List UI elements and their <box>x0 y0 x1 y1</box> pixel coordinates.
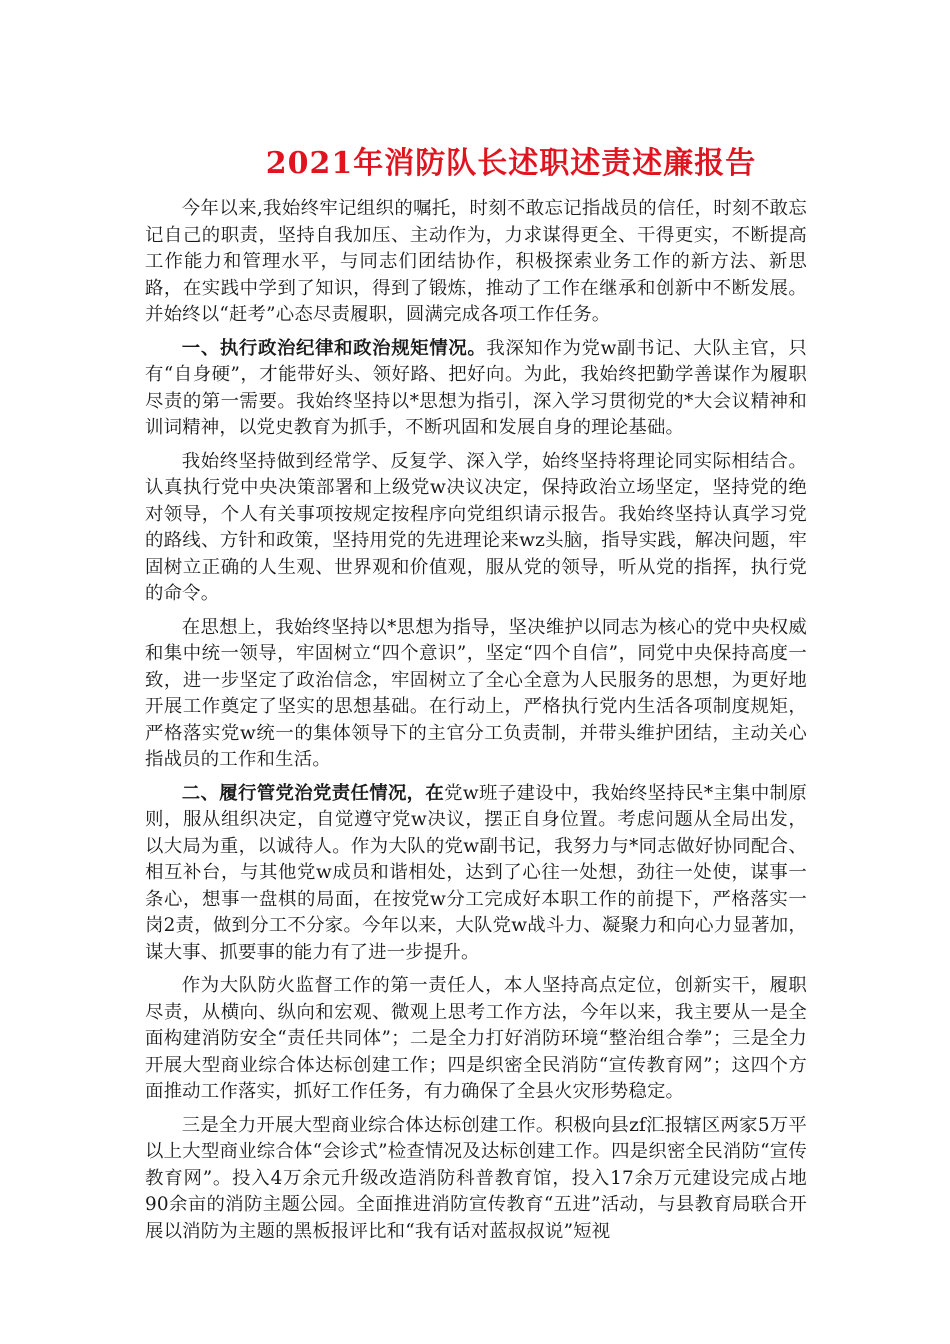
paragraph-text: 我深知作为党w副书记、大队主官，只有“自身硬”，才能带好头、领好路、把好向。为此，我始终把勤学善谋作为履职尽责的第一需要。我始终坚持以*思想为指引，深入学习贯彻党的*大会议精神和训词精神，以党史教育为抓手，不断巩固和发展自身的理论基础。 <box>145 337 807 438</box>
paragraph-text: 党w班子建设中，我始终坚持民*主集中制原则，服从组织决定，自觉遵守党w决议，摆正自身位置。考虑问题从全局出发，以大局为重，以诚待人。作为大队的党w副书记，我努力与*同志做好协同配合、相互补台，与其他党w成员和谐相处，达到了心往一处想，劲往一处使，谋事一条心，想事一盘棋的局面，在按党w分工完成好本职工作的前提下，严格落实一岗2责，做到分工不分家。今年以来，大队党w战斗力、凝聚力和向心力显著加，谋大事、抓要事的能力有了进一步提升。 <box>145 782 807 963</box>
paragraph-study <box>145 449 807 608</box>
paragraph-text: 我始终坚持做到经常学、反复学、深入学，始终坚持将理论同实际相结合。认真执行党中央决策部署和上级党w决议决定，保持政治立场坚定，坚持党的绝对领导，个人有关事项按规定按程序向党组织请示报告。我始终坚持认真学习党的路线、方针和政策，坚持用党的先进理论来wz头脑，指导实践，解决问题，牢固树立正确的人生观、世界观和价值观，服从党的领导，听从党的指挥，执行党的命令。 <box>145 450 807 604</box>
paragraph-commercial-complex <box>145 1113 807 1246</box>
paragraph-section-2 <box>145 781 807 967</box>
paragraph-thought <box>145 615 807 774</box>
paragraph-text: 在思想上，我始终坚持以*思想为指导，坚决维护以同志为核心的党中央权威和集中统一领导，牢固树立“四个意识”，坚定“四个自信”，同党中央保持高度一致，进一步坚定了政治信念，牢固树立了全心全意为人民服务的思想，为更好地开展工作奠定了坚实的思想基础。在行动上，严格执行党内生活各项制度规矩，严格落实党w统一的集体领导下的主官分工负责制，并带头维护团结，主动关心指战员的工作和生活。 <box>145 616 807 770</box>
paragraph-text: 三是全力开展大型商业综合体达标创建工作。积极向县zf汇报辖区两家5万平以上大型商业综合体“会诊式”检查情况及达标创建工作。四是织密全民消防“宣传教育网”。投入4万余元升级改造消防科普教育馆，投入17余万元建设完成占地90余亩的消防主题公园。全面推进消防宣传教育“五进”活动，与县教育局联合开展以消防为主题的黑板报评比和“我有话对蓝叔叔说”短视 <box>145 1114 807 1242</box>
paragraph-text: 作为大队防火监督工作的第一责任人，本人坚持高点定位，创新实干，履职尽责，从横向、纵向和宏观、微观上思考工作方法，今年以来，我主要从一是全面构建消防安全“责任共同体”；二是全力打好消防环境“整治组合拳”；三是全力开展大型商业综合体达标创建工作；四是织密全民消防“宣传教育网”；这四个方面推动工作落实，抓好工作任务，有力确保了全县火灾形势稳定。 <box>145 975 807 1102</box>
document-title: 2021年消防队长述职述责述廉报告 <box>265 146 757 181</box>
document-page <box>145 128 807 1252</box>
section-1-heading: 一、执行政治纪律和政治规矩情况。 <box>181 337 487 359</box>
paragraph-fire-supervision <box>145 973 807 1106</box>
paragraph-text: 今年以来,我始终牢记组织的嘱托，时刻不敢忘记指战员的信任，时刻不敢忘记自己的职责，坚持自我加压、主动作为，力求谋得更全、干得更实，不断提高工作能力和管理水平，与同志们团结协作，积极探索业务工作的新方法、新思路，在实践中学到了知识，得到了锻炼，推动了工作在继承和创新中不断发展。并始终以“赶考”心态尽责履职，圆满完成各项工作任务。 <box>145 198 807 325</box>
paragraph-intro <box>145 196 807 329</box>
paragraph-section-1 <box>145 336 807 442</box>
section-2-heading: 二、履行管党治党责任情况，在 <box>181 782 445 804</box>
